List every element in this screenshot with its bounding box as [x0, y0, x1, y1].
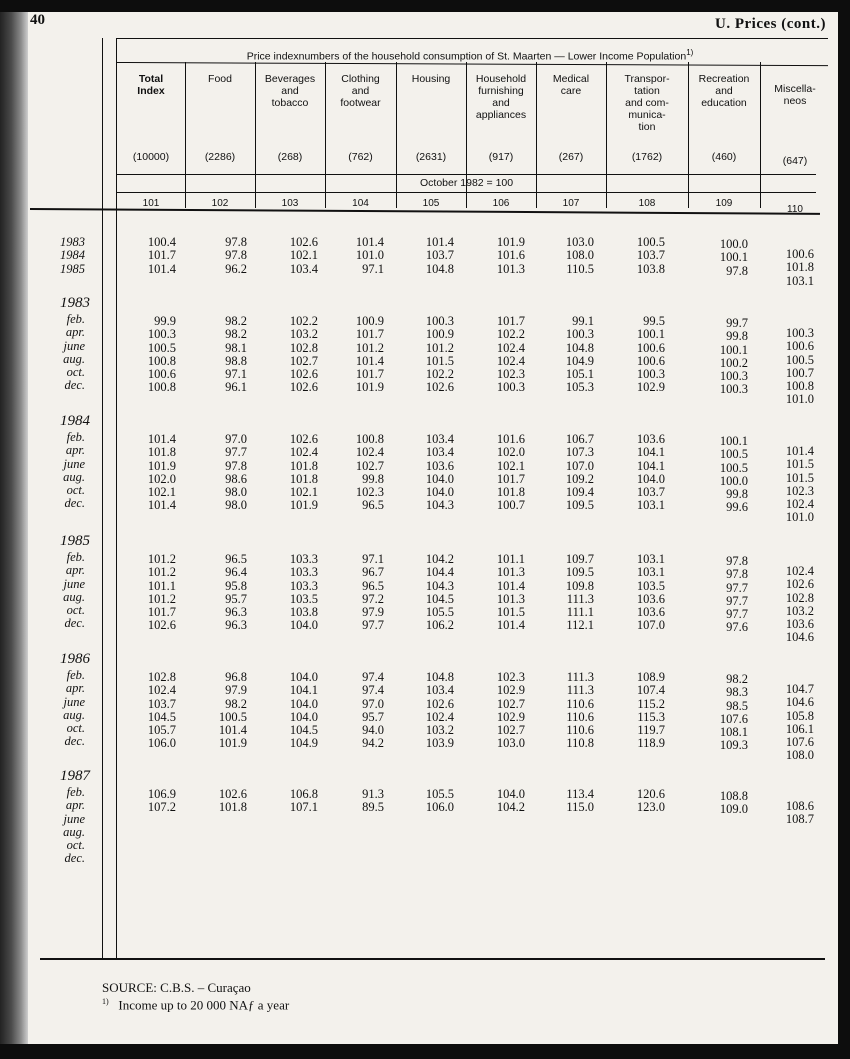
annual-col-108: 100.5 103.7 103.8 — [636, 235, 665, 276]
block-1987-col-104: 91.3 89.5 — [362, 787, 384, 815]
annual-year-labels: 1983 1984 1985 — [60, 235, 85, 276]
month-labels-1986: feb. apr. june aug. oct. dec. — [63, 668, 85, 749]
annual-col-109: 100.0 100.1 97.8 — [719, 237, 748, 278]
block-1983-col-101: 99.9 100.3 100.5 100.8 100.6 100.8 — [147, 314, 176, 395]
block-1985-col-104: 97.1 96.7 96.5 97.2 97.9 97.7 — [362, 552, 384, 633]
footnote — [102, 997, 289, 1013]
month-labels-1987: feb. apr. june aug. oct. dec. — [63, 785, 85, 866]
weight-household: (917) — [488, 151, 514, 163]
month-labels-1983: feb. apr. june aug. oct. dec. — [63, 312, 85, 393]
annual-col-110: 100.6 101.8 103.1 — [785, 247, 814, 288]
block-1987-col-109: 108.8 109.0 — [719, 789, 748, 817]
block-1987-col-108: 120.6 123.0 — [636, 787, 665, 815]
block-1987-col-102: 102.6 101.8 — [218, 787, 247, 815]
block-1987-col-106: 104.0 104.2 — [496, 787, 525, 815]
weight-beverages: (268) — [277, 151, 303, 163]
annual-col-103: 102.6 102.1 103.4 — [289, 235, 318, 276]
col-header-food: Food — [208, 73, 232, 85]
weight-food: (2286) — [204, 151, 236, 163]
block-1983-col-109: 99.7 99.8 100.1 100.2 100.3 100.3 — [719, 316, 748, 397]
weight-misc: (647) — [782, 155, 808, 167]
col-header-misc: Miscella- neos — [774, 83, 816, 107]
col-header-transport: Transpor- tation and com- munica- tion — [624, 73, 670, 133]
block-1987-col-101: 106.9 107.2 — [147, 787, 176, 815]
block-1986-col-110: 104.7 104.6 105.8 106.1 107.6 108.0 — [785, 682, 814, 763]
block-1987-col-103: 106.8 107.1 — [289, 787, 318, 815]
block-1984-col-104: 100.8 102.4 102.7 99.8 102.3 96.5 — [355, 432, 384, 513]
table-top-rule — [116, 38, 828, 39]
left-column-rule — [102, 38, 103, 958]
block-1987-col-110: 108.6 108.7 — [785, 799, 814, 827]
col-code: 109 — [715, 198, 733, 209]
col-header-total-index: Total Index — [137, 73, 165, 97]
source-line: SOURCE: C.B.S. – Curaçao — [102, 980, 251, 995]
block-1986-col-105: 104.8 103.4 102.6 102.4 103.2 103.9 — [425, 670, 454, 751]
block-1986-col-102: 96.8 97.9 98.2 100.5 101.4 101.9 — [218, 670, 247, 751]
block-1985-col-107: 109.7 109.5 109.8 111.3 111.1 112.1 — [565, 552, 594, 633]
block-1985-col-108: 103.1 103.1 103.5 103.6 103.6 107.0 — [636, 552, 665, 633]
block-1987-col-107: 113.4 115.0 — [566, 787, 594, 815]
block-1986-col-107: 111.3 111.3 110.6 110.6 110.6 110.8 — [566, 670, 594, 751]
block-1984-col-106: 101.6 102.0 102.1 101.7 101.8 100.7 — [496, 432, 525, 513]
block-1984-col-107: 106.7 107.3 107.0 109.2 109.4 109.5 — [565, 432, 594, 513]
annual-col-107: 103.0 108.0 110.5 — [565, 235, 594, 276]
footnote-mark: 1) — [102, 997, 109, 1006]
block-1986-col-109: 98.2 98.3 98.5 107.6 108.1 109.3 — [719, 672, 748, 753]
annual-col-102: 97.8 97.8 96.2 — [225, 235, 247, 276]
table-title — [130, 48, 810, 63]
block-1986-col-106: 102.3 102.9 102.7 102.9 102.7 103.0 — [496, 670, 525, 751]
block-1983-col-102: 98.2 98.2 98.1 98.8 97.1 96.1 — [225, 314, 247, 395]
table-bottom-rule — [40, 958, 825, 960]
weight-clothing: (762) — [348, 151, 373, 163]
document-page — [28, 12, 838, 1044]
col-header-medical: Medical care — [552, 73, 590, 97]
col-header-housing: Housing — [411, 73, 451, 85]
block-1983-col-106: 101.7 102.2 102.4 102.4 102.3 100.3 — [496, 314, 525, 395]
block-1984-col-105: 103.4 103.4 103.6 104.0 104.0 104.3 — [425, 432, 454, 513]
block-1983-col-108: 99.5 100.1 100.6 100.6 100.3 102.9 — [636, 314, 665, 395]
year-label-1983: 1983 — [60, 295, 90, 311]
block-1985-col-103: 103.3 103.3 103.3 103.5 103.8 104.0 — [289, 552, 318, 633]
block-1983-col-110: 100.3 100.6 100.5 100.7 100.8 101.0 — [785, 326, 814, 407]
year-label-1984: 1984 — [60, 413, 90, 429]
block-1983-col-105: 100.3 100.9 101.2 101.5 102.2 102.6 — [425, 314, 454, 395]
page-title: U. Prices (cont.) — [715, 16, 826, 32]
block-1984-col-102: 97.0 97.7 97.8 98.6 98.0 98.0 — [225, 432, 247, 513]
block-1986-col-101: 102.8 102.4 103.7 104.5 105.7 106.0 — [147, 670, 176, 751]
month-labels-1985: feb. apr. june aug. oct. dec. — [63, 550, 85, 631]
table-title-text: Price indexnumbers of the household consumption of St. Maarten — Lower Income Population — [246, 50, 687, 63]
block-1987-col-105: 105.5 106.0 — [425, 787, 454, 815]
block-1984-col-108: 103.6 104.1 104.1 104.0 103.7 103.1 — [636, 432, 665, 513]
month-labels-1984: feb. apr. june aug. oct. dec. — [63, 430, 85, 511]
block-1983-col-107: 99.1 100.3 104.8 104.9 105.1 105.3 — [565, 314, 594, 395]
block-1985-col-109: 97.8 97.8 97.7 97.7 97.7 97.6 — [726, 554, 748, 635]
book-binding — [0, 12, 28, 1044]
block-1986-col-103: 104.0 104.1 104.0 104.0 104.5 104.9 — [289, 670, 318, 751]
col-header-clothing: Clothing and footwear — [340, 73, 381, 109]
block-1984-col-103: 102.6 102.4 101.8 101.8 102.1 101.9 — [289, 432, 318, 513]
weight-housing: (2631) — [415, 151, 447, 163]
col-code: 108 — [638, 198, 656, 209]
footnote-text: Income up to 20 000 NAƒ a year — [118, 997, 290, 1013]
col-code: 106 — [492, 198, 510, 209]
col-code: 105 — [422, 198, 440, 209]
block-1984-col-101: 101.4 101.8 101.9 102.0 102.1 101.4 — [147, 432, 176, 513]
col-code: 101 — [142, 198, 160, 209]
annual-col-105: 101.4 103.7 104.8 — [425, 235, 454, 276]
weight-total: (10000) — [132, 151, 170, 163]
col-code: 103 — [281, 198, 299, 209]
block-1986-col-108: 108.9 107.4 115.2 115.3 119.7 118.9 — [636, 670, 665, 751]
col-code: 102 — [211, 198, 229, 209]
block-1985-col-110: 102.4 102.6 102.8 103.2 103.6 104.6 — [785, 564, 814, 645]
block-1985-col-106: 101.1 101.3 101.4 101.3 101.5 101.4 — [496, 552, 525, 633]
col-header-beverages: Beverages and tobacco — [264, 73, 316, 109]
year-label-1987: 1987 — [60, 768, 90, 784]
year-label-1986: 1986 — [60, 651, 90, 667]
col-code: 110 — [787, 204, 803, 215]
block-1984-col-110: 101.4 101.5 101.5 102.3 102.4 101.0 — [785, 444, 814, 525]
block-1985-col-101: 101.2 101.2 101.1 101.2 101.7 102.6 — [147, 552, 176, 633]
block-1983-col-104: 100.9 101.7 101.2 101.4 101.7 101.9 — [355, 314, 384, 395]
col-code: 107 — [562, 198, 580, 209]
table-title-note-mark: 1) — [686, 48, 694, 57]
baseline-label: October 1982 = 100 — [420, 177, 514, 189]
weight-transport: (1762) — [631, 151, 663, 163]
block-1983-col-103: 102.2 103.2 102.8 102.7 102.6 102.6 — [289, 314, 318, 395]
annual-col-101: 100.4 101.7 101.4 — [147, 235, 176, 276]
block-1985-col-102: 96.5 96.4 95.8 95.7 96.3 96.3 — [225, 552, 247, 633]
col-header-recreation: Recreation and education — [698, 73, 750, 109]
weight-recreation: (460) — [711, 151, 737, 163]
annual-col-106: 101.9 101.6 101.3 — [496, 235, 525, 276]
page-number: 40 — [30, 12, 45, 28]
col-code: 104 — [352, 198, 369, 209]
col-header-household: Household furnishing and appliances — [475, 73, 527, 121]
block-1986-col-104: 97.4 97.4 97.0 95.7 94.0 94.2 — [362, 670, 384, 751]
block-1985-col-105: 104.2 104.4 104.3 104.5 105.5 106.2 — [425, 552, 454, 633]
block-1984-col-109: 100.1 100.5 100.5 100.0 99.8 99.6 — [719, 434, 748, 515]
year-label-1985: 1985 — [60, 533, 90, 549]
annual-col-104: 101.4 101.0 97.1 — [355, 235, 384, 276]
weight-medical: (267) — [558, 151, 584, 163]
